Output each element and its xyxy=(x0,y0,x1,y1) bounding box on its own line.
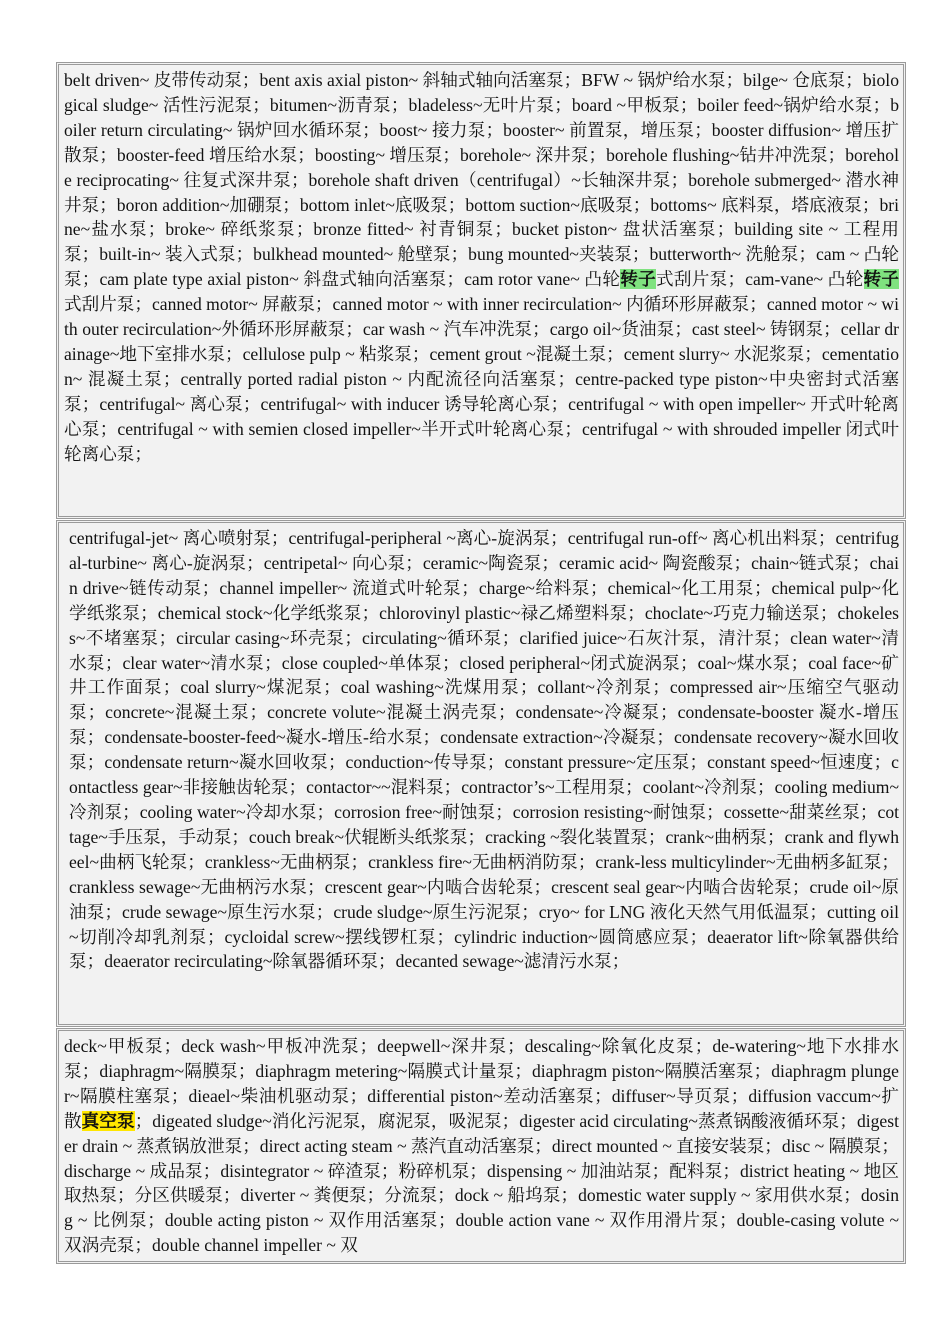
glossary-text-3-part2: ；digeated sludge~消化污泥泵，腐泥泵，吸泥泵；digester acid circulating~蒸煮锅酸液循环泵；digester drain ~ 蒸煮锅放泄泵；direct acting steam ~ 蒸汽直动活塞泵；direct mounted ~ 直接安装泵；disc ~ 隔膜泵；discharge ~ 成品泵；disintegrator ~ 碎渣泵；粉碎机泵；dispensing ~ 加油站泵；配料泵；district heating ~ 地区取热泵；分区供暖泵；diverter ~ 粪便泵；分流泵；dock ~ 船坞泵；domestic water supply ~ 家用供水泵；dosing ~ 比例泵；double acting piston ~ 双作用活塞泵；double action vane ~ 双作用滑片泵；double-casing volute ~ 双涡壳泵；double channel impeller ~ 双 xyxy=(64,1110,899,1256)
glossary-text-1-part2: 式刮片泵；cam-vane~ 凸轮 xyxy=(656,269,864,290)
highlight-rotor-2: 转子 xyxy=(863,269,899,290)
glossary-section-1 xyxy=(56,62,906,519)
glossary-section-2 xyxy=(56,520,906,1027)
glossary-section-3 xyxy=(56,1028,906,1264)
glossary-text-3 xyxy=(64,1034,899,1258)
glossary-text-1-part1: belt driven~ 皮带传动泵；bent axis axial piston~ 斜轴式轴向活塞泵；BFW ~ 锅炉给水泵；bilge~ 仓底泵；biological sludge~ 活性污泥泵；bitumen~沥青泵；bladeless~无叶片泵；board ~甲板泵；boiler feed~锅炉给水泵；boiler return circulating~ 锅炉回水循环泵；boost~ 接力泵；booster~ 前置泵，增压泵；booster diffusion~ 增压扩散泵；booster-feed 增压给水泵；boosting~ 增压泵；borehole~ 深井泵；borehole flushing~钻井冲洗泵；borehole reciprocating~ 往复式深井泵；borehole shaft driven（centrifugal）~长轴深井泵；borehole submerged~ 潜水神井泵；boron addition~加硼泵；bottom inlet~底吸泵；bottom suction~底吸泵；bottoms~ 底料泵，塔底液泵；brine~盐水泵；broke~ 碎纸浆泵；bronze fitted~ 衬青铜泵；bucket piston~ 盘状活塞泵；building site ~ 工程用泵；built-in~ 装入式泵；bulkhead mounted~ 舱壁泵；bung mounted~夹装泵；butterworth~ 洗舱泵；cam ~ 凸轮泵；cam plate type axial piston~ 斜盘式轴向活塞泵；cam rotor vane~ 凸轮 xyxy=(64,70,899,290)
glossary-text-3-part1: deck~甲板泵；deck wash~甲板冲洗泵；deepwell~深井泵；descaling~除氧化皮泵；de-watering~地下水排水泵；diaphragm~隔膜泵；diaphragm metering~隔膜式计量泵；diaphragm piston~隔膜活塞泵；diaphragm plunger~隔膜柱塞泵；dieael~柴油机驱动泵；differential piston~差动活塞泵；diffuser~导页泵；diffusion vaccum~扩散 xyxy=(64,1036,899,1131)
glossary-text-2: centrifugal-jet~ 离心喷射泵；centrifugal-peripheral ~离心-旋涡泵；centrifugal run-off~ 离心机出料泵；centrifugal-turbine~ 离心-旋涡泵；centripetal~ 向心泵；ceramic~陶瓷泵；ceramic acid~ 陶瓷酸泵；chain~链式泵；chain drive~链传动泵；channel impeller~ 流道式叶轮泵；charge~给料泵；chemical~化工用泵；chemical pulp~化学纸浆泵；chemical stock~化学纸浆泵；chlorovinyl plastic~禄乙烯塑料泵；choclate~巧克力输送泵；chokeless~不堵塞泵；circular casing~环壳泵；circulating~循环泵；clarified juice~石灰汁泵，清汁泵；clean water~清水泵；clear water~清水泵；close coupled~单体泵；closed peripheral~闭式旋涡泵；coal~煤水泵；coal face~矿井工作面泵；coal slurry~煤泥泵；coal washing~洗煤用泵；collant~冷剂泵；compressed air~压缩空气驱动泵；concrete~混凝土泵；concrete volute~混凝土涡壳泵；condensate~冷凝泵；condensate-booster 凝水-增压泵；condensate-booster-feed~凝水-增压-给水泵；condensate extraction~冷凝泵；condensate recovery~凝水回收泵；condensate return~凝水回收泵；conduction~传导泵；constant pressure~定压泵；constant speed~恒速度；contactless gear~非接触齿轮泵；contactor~~混料泵；contractor’s~工程用泵；coolant~冷剂泵；cooling medium~冷剂泵；cooling water~冷却水泵；corrosion free~耐蚀泵；corrosion resisting~耐蚀泵；cossette~甜菜丝泵；cottage~手压泵，手动泵；couch break~伏辊断头纸浆泵；cracking ~裂化装置泵；crank~曲柄泵；crank and flywheel~曲柄飞轮泵；crankless~无曲柄泵；crankless fire~无曲柄消防泵；crank-less multicylinder~无曲柄多缸泵；crankless sewage~无曲柄污水泵；crescent gear~内啮合齿轮泵；crescent seal gear~内啮合齿轮泵；crude oil~原油泵；crude sewage~原生污水泵；crude sludge~原生污泥泵；cryo~ for LNG 液化天然气用低温泵；cutting oil~切削冷却乳剂泵；cycloidal screw~摆线锣杠泵；cylindric induction~圆筒感应泵；deaerator lift~除氧器供给泵；deaerator recirculating~除氧器循环泵；decanted sewage~滤清污水泵； xyxy=(69,528,899,972)
highlight-vacuum-pump: 真空泵 xyxy=(81,1110,135,1131)
glossary-text-1 xyxy=(64,68,899,467)
glossary-text-1-part3: 式刮片泵；canned motor~ 屏蔽泵；canned motor ~ with inner recirculation~ 内循环形屏蔽泵；canned motor ~ with outer recirculation~外循环形屏蔽泵；car wash ~ 汽车冲洗泵；cargo oil~货油泵；cast steel~ 铸钢泵；cellar drainage~地下室排水泵；cellulose pulp ~ 粘浆泵；cement grout ~混凝土泵；cement slurry~ 水泥浆泵；cementation~ 混凝土泵；centrally ported radial piston ~ 内配流径向活塞泵；centre-packed type piston~中央密封式活塞泵；centrifugal~ 离心泵；centrifugal~ with inducer 诱导轮离心泵；centrifugal ~ with open impeller~ 开式叶轮离心泵；centrifugal ~ with semien closed impeller~半开式叶轮离心泵；centrifugal ~ with shrouded impeller 闭式叶轮离心泵； xyxy=(64,294,900,464)
highlight-rotor-1: 转子 xyxy=(620,269,656,290)
